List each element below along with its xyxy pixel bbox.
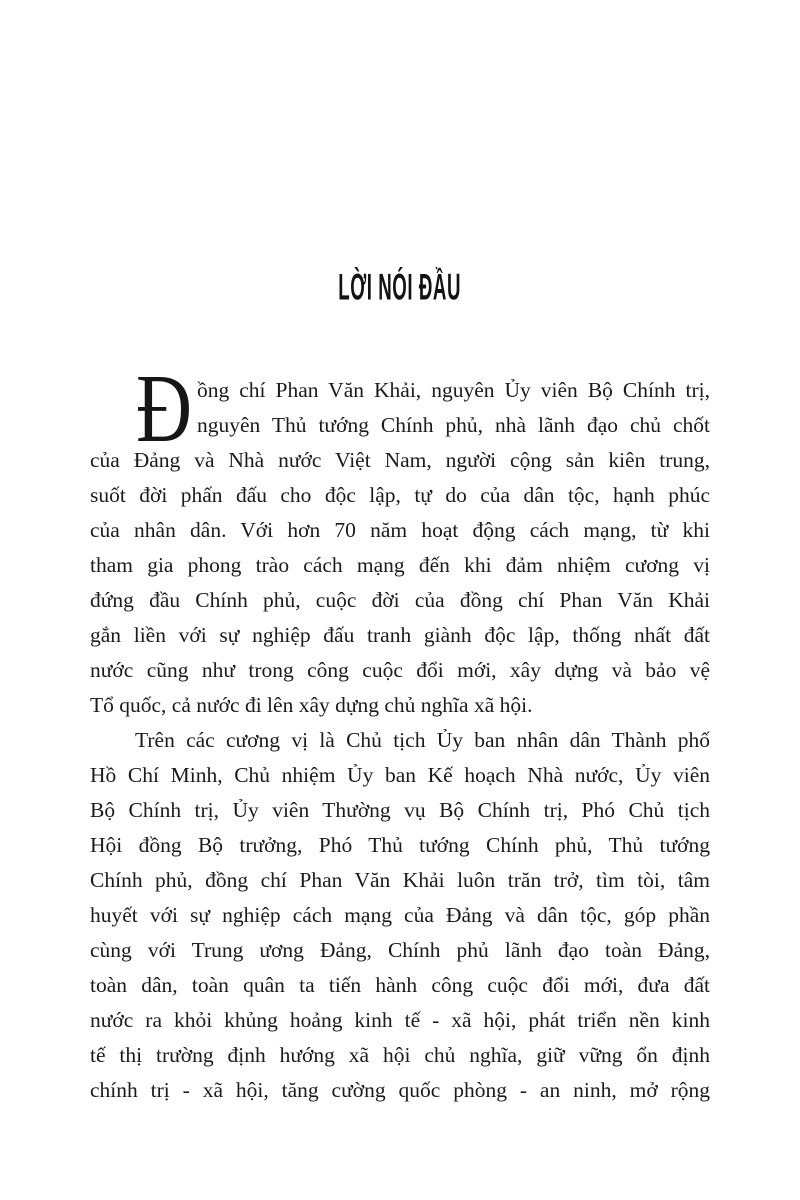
text-line: chính trị - xã hội, tăng cường quốc phòng - an ninh, mở rộng xyxy=(90,1078,710,1102)
text-line: của nhân dân. Với hơn 70 năm hoạt động cách mạng, từ khi xyxy=(90,518,710,542)
text-line: Hội đồng Bộ trưởng, Phó Thủ tướng Chính phủ, Thủ tướng xyxy=(90,833,710,857)
text-line: tế thị trường định hướng xã hội chủ nghĩa, giữ vững ổn định xyxy=(90,1043,710,1067)
text-line: cùng với Trung ương Đảng, Chính phủ lãnh đạo toàn Đảng, xyxy=(90,938,710,962)
text-line: huyết với sự nghiệp cách mạng của Đảng và dân tộc, góp phần xyxy=(90,903,710,927)
text-line: tham gia phong trào cách mạng đến khi đảm nhiệm cương vị xyxy=(90,553,710,577)
text-line: đứng đầu Chính phủ, cuộc đời của đồng chí Phan Văn Khải xyxy=(90,588,710,612)
page-title xyxy=(0,266,800,309)
text-line: Trên các cương vị là Chủ tịch Ủy ban nhân dân Thành phố xyxy=(135,728,710,752)
text-line: nước ra khỏi khủng hoảng kinh tế - xã hội, phát triển nền kinh xyxy=(90,1008,710,1032)
text-line: Tổ quốc, cả nước đi lên xây dựng chủ nghĩa xã hội. xyxy=(90,693,533,717)
text-line: Chính phủ, đồng chí Phan Văn Khải luôn trăn trở, tìm tòi, tâm xyxy=(90,868,710,892)
text-line: gắn liền với sự nghiệp đấu tranh giành độc lập, thống nhất đất xyxy=(90,623,710,647)
paragraph-2 xyxy=(90,723,710,1108)
text-line: của Đảng và Nhà nước Việt Nam, người cộng sản kiên trung, xyxy=(90,448,710,472)
paragraph-1 xyxy=(90,355,710,723)
body-text xyxy=(90,355,710,1108)
page-title-text: LỜI NÓI ĐẦU xyxy=(338,267,462,309)
text-line: toàn dân, toàn quân ta tiến hành công cuộc đổi mới, đưa đất xyxy=(90,973,710,997)
text-line: nguyên Thủ tướng Chính phủ, nhà lãnh đạo chủ chốt xyxy=(197,413,710,437)
drop-cap: Đ xyxy=(136,355,193,462)
text-line: Hồ Chí Minh, Chủ nhiệm Ủy ban Kế hoạch Nhà nước, Ủy viên xyxy=(90,763,710,787)
text-line: nước cũng như trong công cuộc đổi mới, xây dựng và bảo vệ xyxy=(90,658,710,682)
text-line: Bộ Chính trị, Ủy viên Thường vụ Bộ Chính trị, Phó Chủ tịch xyxy=(90,798,710,822)
text-line: ồng chí Phan Văn Khải, nguyên Ủy viên Bộ Chính trị, xyxy=(197,378,710,402)
text-line: suốt đời phấn đấu cho độc lập, tự do của dân tộc, hạnh phúc xyxy=(90,483,710,507)
